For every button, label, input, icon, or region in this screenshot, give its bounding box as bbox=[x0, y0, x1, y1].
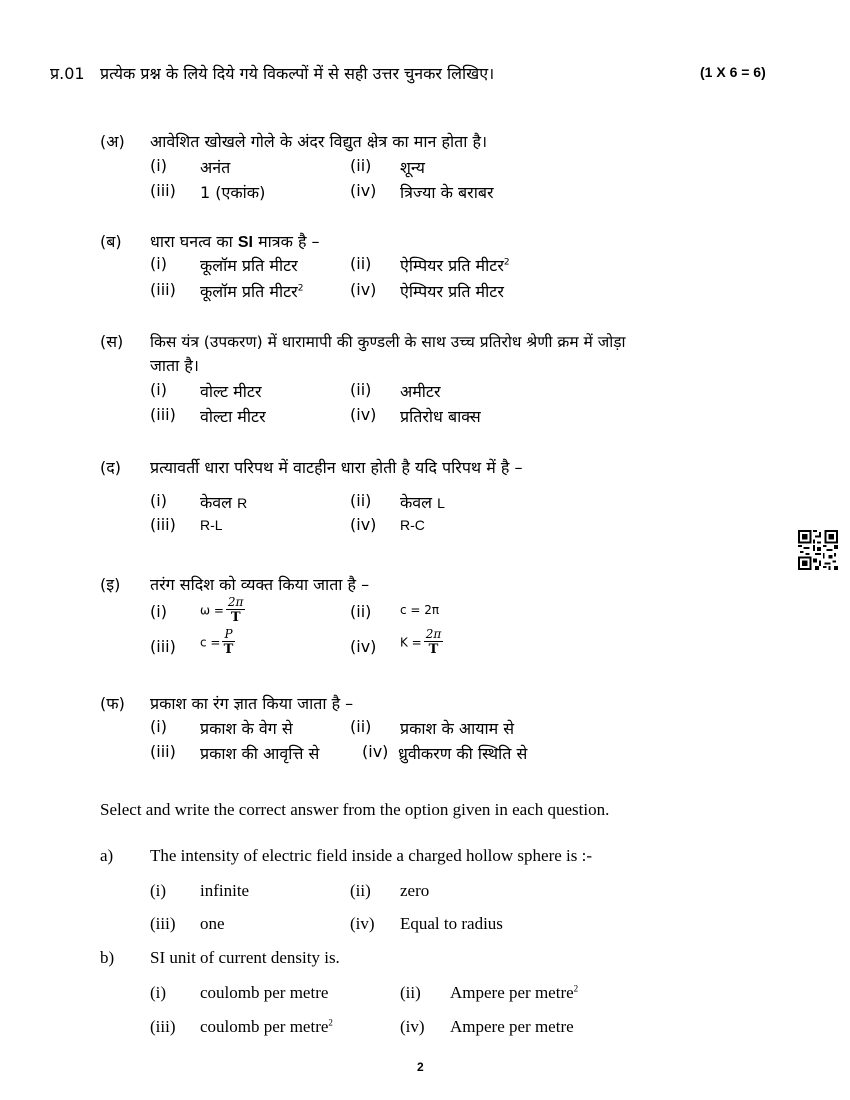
eng-subq-b-label: b) bbox=[100, 948, 115, 967]
eng-subq-b-text: SI unit of current density is. bbox=[150, 948, 340, 967]
eng-subq-b-opt1: coulomb per metre bbox=[200, 983, 329, 1002]
subq-c-opt2: अमीटर bbox=[400, 382, 441, 401]
roman-iii: (iii) bbox=[150, 742, 176, 761]
eng-subq-a-opt4: Equal to radius bbox=[400, 914, 503, 933]
eng-subq-b-opt4: Ampere per metre bbox=[450, 1017, 574, 1036]
qr-code-icon bbox=[798, 530, 838, 570]
roman-ii: (ii) bbox=[350, 881, 371, 900]
roman-i: (i) bbox=[150, 156, 167, 175]
subq-f-opt4: ध्रुवीकरण की स्थिति से bbox=[398, 744, 528, 763]
subq-d-opt4: R-C bbox=[400, 517, 425, 533]
subq-e-text: तरंग सदिश को व्यक्त किया जाता है – bbox=[150, 575, 370, 594]
roman-ii: (ii) bbox=[350, 491, 372, 510]
subq-e-label: (इ) bbox=[100, 575, 121, 594]
roman-iv: (iv) bbox=[350, 637, 377, 656]
roman-ii: (ii) bbox=[350, 254, 372, 273]
roman-iii: (iii) bbox=[150, 1017, 176, 1036]
subq-d-opt1: केवल R bbox=[200, 493, 248, 512]
roman-iv: (iv) bbox=[350, 181, 377, 200]
subq-a-text: आवेशित खोखले गोले के अंदर विद्युत क्षेत्र का मान होता है। bbox=[150, 132, 488, 151]
roman-iii: (iii) bbox=[150, 405, 176, 424]
subq-a-opt1: अनंत bbox=[200, 158, 231, 177]
english-instruction: Select and write the correct answer from the option given in each question. bbox=[100, 800, 610, 819]
roman-ii: (ii) bbox=[400, 983, 421, 1002]
roman-iii: (iii) bbox=[150, 181, 176, 200]
subq-e-opt1: ω = $\frac{2\pi}{T}$ bbox=[200, 595, 244, 625]
eng-subq-a-text: The intensity of electric field inside a charged hollow sphere is :- bbox=[150, 846, 593, 865]
subq-c-opt1: वोल्ट मीटर bbox=[200, 382, 262, 401]
roman-iii: (iii) bbox=[150, 637, 176, 656]
roman-iii: (iii) bbox=[150, 280, 176, 299]
subq-f-opt3: प्रकाश की आवृत्ति से bbox=[200, 744, 320, 763]
page-number: 2 bbox=[417, 1060, 424, 1074]
subq-e-opt3: c = $\frac{P}{T}$ bbox=[200, 627, 234, 657]
roman-ii: (ii) bbox=[350, 156, 372, 175]
subq-a-opt4: त्रिज्या के बराबर bbox=[400, 183, 494, 202]
roman-ii: (ii) bbox=[350, 380, 372, 399]
roman-iv: (iv) bbox=[350, 280, 377, 299]
question-number: प्र.01 bbox=[50, 64, 85, 83]
subq-d-text: प्रत्यावर्ती धारा परिपथ में वाटहीन धारा होती है यदि परिपथ में है – bbox=[150, 458, 523, 477]
subq-b-label: (ब) bbox=[100, 232, 122, 251]
question-instruction: प्रत्येक प्रश्न के लिये दिये गये विकल्पों में से सही उत्तर चुनकर लिखिए। bbox=[100, 64, 495, 83]
subq-a-opt2: शून्य bbox=[400, 158, 425, 177]
subq-f-text: प्रकाश का रंग ज्ञात किया जाता है – bbox=[150, 694, 354, 713]
roman-iv: (iv) bbox=[350, 914, 375, 933]
roman-i: (i) bbox=[150, 380, 167, 399]
subq-e-opt2: c = 2π bbox=[400, 603, 440, 617]
roman-i: (i) bbox=[150, 491, 167, 510]
roman-iv: (iv) bbox=[350, 405, 377, 424]
subq-b-opt1: कूलॉम प्रति मीटर bbox=[200, 256, 298, 275]
subq-c-opt3: वोल्टा मीटर bbox=[200, 407, 266, 426]
roman-ii: (ii) bbox=[350, 717, 372, 736]
subq-b-text: धारा घनत्व का SI मात्रक है – bbox=[150, 232, 320, 251]
eng-subq-a-opt3: one bbox=[200, 914, 225, 933]
roman-ii: (ii) bbox=[350, 602, 372, 621]
subq-e-opt4: K = $\frac{2\pi}{T}$ bbox=[400, 627, 442, 657]
eng-subq-a-opt2: zero bbox=[400, 881, 430, 900]
subq-b-opt2: ऐम्पियर प्रति मीटर$^2$ bbox=[400, 256, 510, 275]
subq-b-opt4: ऐम्पियर प्रति मीटर bbox=[400, 282, 504, 301]
subq-f-opt1: प्रकाश के वेग से bbox=[200, 719, 293, 738]
roman-i: (i) bbox=[150, 983, 167, 1002]
subq-a-opt3: 1 (एकांक) bbox=[200, 183, 266, 202]
subq-f-opt2: प्रकाश के आयाम से bbox=[400, 719, 515, 738]
subq-a-label: (अ) bbox=[100, 132, 125, 151]
roman-i: (i) bbox=[150, 602, 167, 621]
roman-i: (i) bbox=[150, 881, 167, 900]
roman-iv: (iv) bbox=[400, 1017, 425, 1036]
subq-d-label: (द) bbox=[100, 458, 121, 477]
subq-c-label: (स) bbox=[100, 332, 124, 351]
eng-subq-a-label: a) bbox=[100, 846, 114, 865]
subq-d-opt2: केवल L bbox=[400, 493, 445, 512]
roman-iv: (iv) bbox=[350, 515, 377, 534]
roman-iii: (iii) bbox=[150, 515, 176, 534]
subq-c-text-line2: जाता है। bbox=[150, 356, 199, 375]
subq-f-label: (फ) bbox=[100, 694, 125, 713]
roman-iii: (iii) bbox=[150, 914, 176, 933]
roman-iv: (iv) bbox=[362, 742, 389, 761]
roman-i: (i) bbox=[150, 717, 167, 736]
eng-subq-b-opt3: coulomb per metre$^2$ bbox=[200, 1017, 333, 1036]
subq-c-opt4: प्रतिरोध बाक्स bbox=[400, 407, 481, 426]
subq-d-opt3: R-L bbox=[200, 517, 223, 533]
eng-subq-a-opt1: infinite bbox=[200, 881, 250, 900]
marks-label: (1 X 6 = 6) bbox=[700, 64, 766, 80]
subq-b-opt3: कूलॉम प्रति मीटर$^2$ bbox=[200, 282, 304, 301]
eng-subq-b-opt2: Ampere per metre$^2$ bbox=[450, 983, 579, 1002]
roman-i: (i) bbox=[150, 254, 167, 273]
subq-c-text-line1: किस यंत्र (उपकरण) में धारामापी की कुण्डली के साथ उच्च प्रतिरोध श्रेणी क्रम में जोड़ा bbox=[150, 333, 626, 351]
